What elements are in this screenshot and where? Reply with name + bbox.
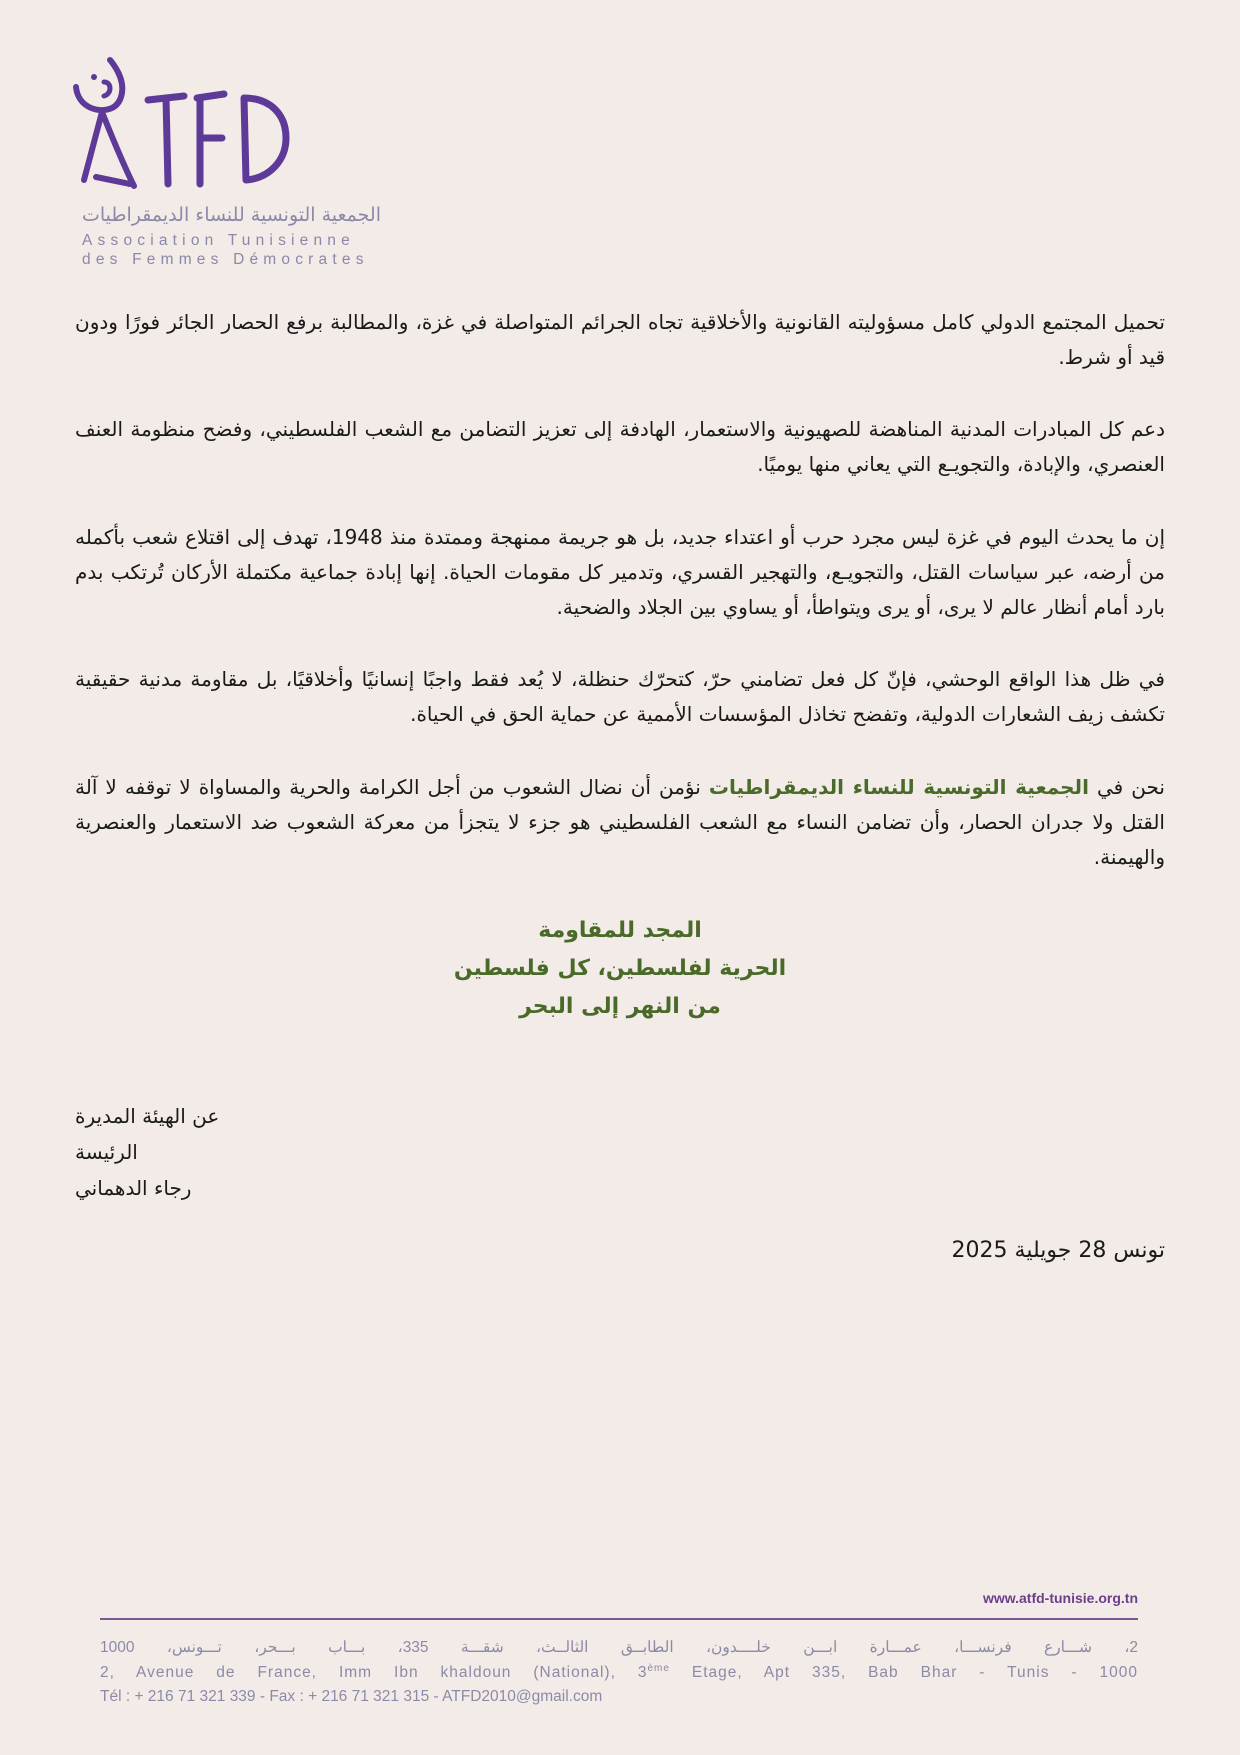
- logo-arabic-name: الجمعية التونسية للنساء الديمقراطيات: [82, 204, 381, 226]
- slogans: [0, 912, 1240, 1026]
- slogan-1: المجد للمقاومة: [538, 918, 702, 943]
- footer-divider: [100, 1618, 1138, 1620]
- slogan-3: من النهر إلى البحر: [519, 994, 721, 1019]
- address-arabic: 2، شـــارع فرنســـا، عمـــارة ابـــن خلــــدون، الطابــق الثالــث، شقـــة 335، بـــاب بـــحر، تـــونس، 1000: [100, 1639, 1139, 1656]
- slogan-2: الحرية لفلسطين، كل فلسطين: [453, 956, 787, 981]
- contact-line: Tél : + 216 71 321 339 - Fax : + 216 71 321 315 - ATFD2010@gmail.com: [100, 1688, 603, 1705]
- logo-french-line-2: des Femmes Démocrates: [82, 251, 369, 268]
- atfd-logo-mark-icon: [72, 52, 302, 202]
- paragraph-3: إن ما يحدث اليوم في غزة ليس مجرد حرب أو اعتداء جديد، بل هو جريمة ممنهجة وممتدة منذ 1948، تهدف إلى اقتلاع شعب بأكمله من أرضه، عبر سياسات القتل، والتجويـع، والتهجير القسري، وتدمير كل مقومات الحياة. إنها إبادة جماعية مكتملة الأركان تُرتكب بدم بارد أمام أنظار عالم لا يرى، أو يرى ويتواطأ، أو يساوي بين الجلاد والضحية.: [75, 525, 1165, 619]
- address-french-superscript: ème: [647, 1663, 670, 1674]
- signature-name: رجاء الدهماني: [75, 1176, 192, 1200]
- address-french: [100, 1663, 1138, 1682]
- paragraph-5-prefix: نحن في: [1088, 775, 1165, 799]
- atfd-logo: [72, 52, 412, 272]
- website-link[interactable]: www.atfd-tunisie.org.tn: [982, 1590, 1138, 1606]
- address-french-part-2: Etage, Apt 335, Bab Bhar - Tunis - 1000: [669, 1664, 1138, 1682]
- letter-date: تونس 28 جويلية 2025: [951, 1238, 1165, 1263]
- signature-title: الرئيسة: [75, 1140, 138, 1164]
- organization-name-highlight: الجمعية التونسية للنساء الديمقراطيات: [708, 775, 1089, 799]
- signature-block: [75, 1098, 219, 1206]
- address-french-part-1: 2, Avenue de France, Imm Ibn khaldoun (National), 3: [100, 1664, 648, 1682]
- logo-french-line-1: Association Tunisienne: [82, 232, 355, 249]
- paragraph-2: دعم كل المبادرات المدنية المناهضة للصهيونية والاستعمار، الهادفة إلى تعزيز التضامن مع الشعب الفلسطيني، وفضح منظومة العنف العنصري، والإبادة، والتجويـع التي يعاني منها يوميًا.: [75, 417, 1165, 476]
- paragraph-5-text: نؤمن أن نضال الشعوب من أجل الكرامة والحرية والمساواة لا توقفه لا آلة القتل ولا جدران الحصار، وأن تضامن النساء مع الشعب الفلسطيني هو جزء لا يتجزأ من معركة الشعوب ضد الاستعمار والعنصرية والهيمنة.: [75, 775, 1165, 869]
- signature-board: عن الهيئة المديرة: [75, 1104, 220, 1128]
- paragraph-4: في ظل هذا الواقع الوحشي، فإنّ كل فعل تضامني حرّ، كتحرّك حنظلة، لا يُعد فقط واجبًا إنسانيًا وأخلاقيًا، بل مقاومة مدنية حقيقية تكشف زيف الشعارات الدولية، وتفضح تخاذل المؤسسات الأممية عن حماية الحق في الحياة.: [75, 667, 1165, 726]
- paragraph-1: تحميل المجتمع الدولي كامل مسؤوليته القانونية والأخلاقية تجاه الجرائم المتواصلة في غزة، والمطالبة برفع الحصار الجائر فورًا ودون قيد أو شرط.: [75, 310, 1165, 369]
- paragraph-5: [75, 770, 1165, 875]
